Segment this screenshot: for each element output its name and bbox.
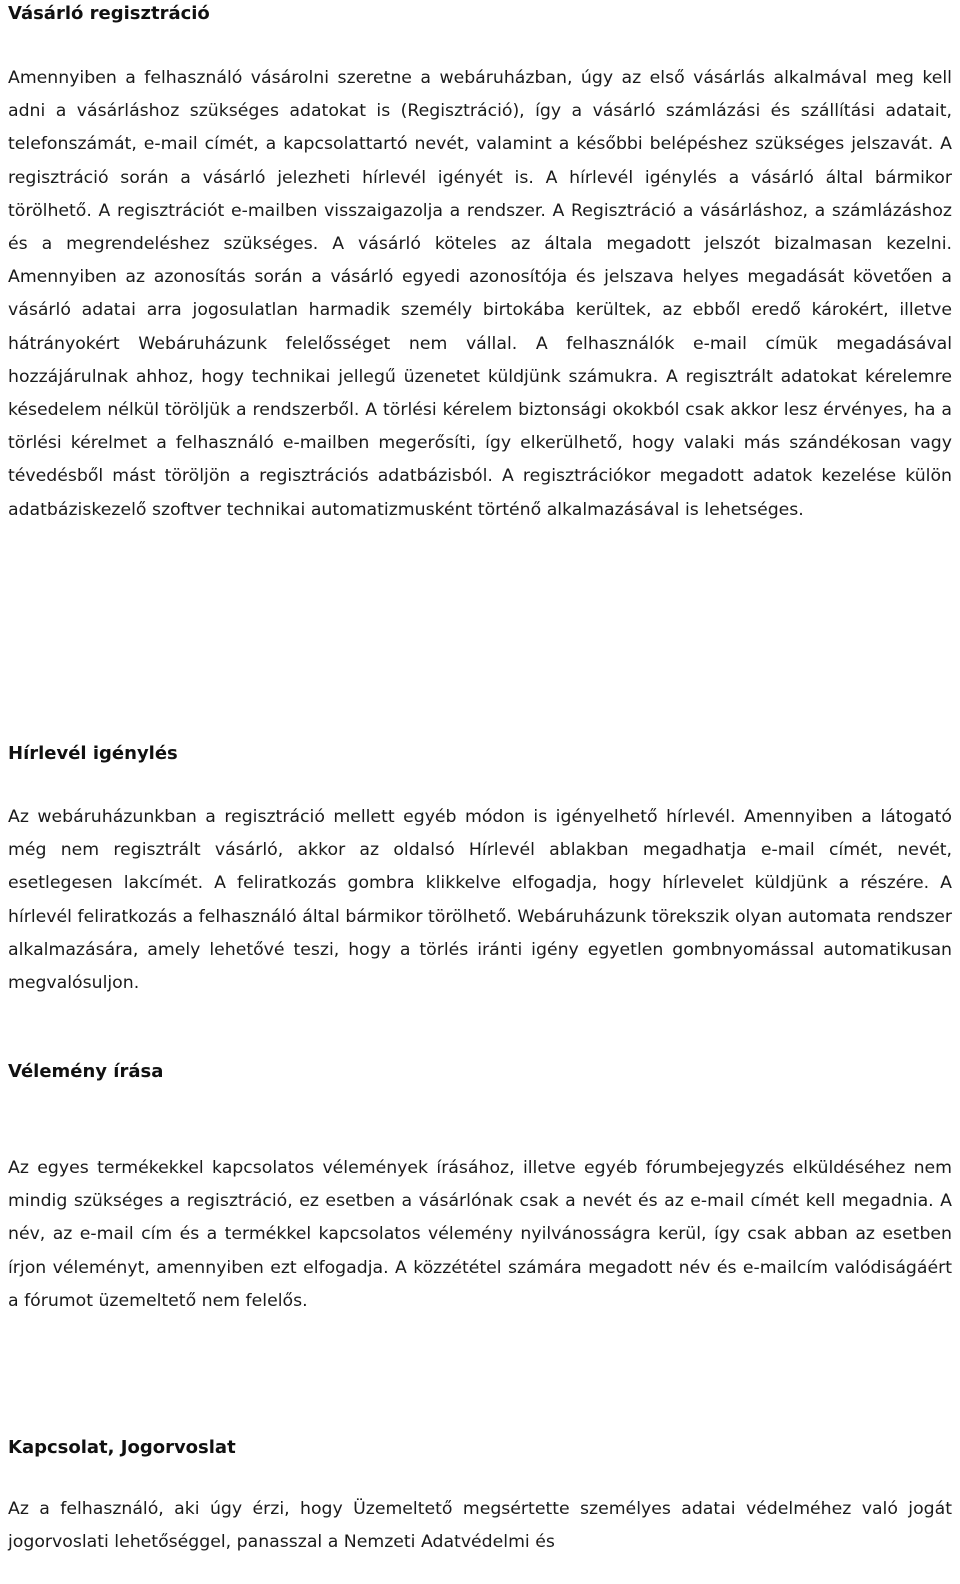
section-title-velemeny-irasa: Vélemény írása [8,1061,164,1082]
section-body-hirlevel-igenyles: Az webáruházunkban a regisztráció mellett egyéb módon is igényelhető hírlevél. Amennyiben a látogató még nem regisztrált vásárló, akkor az oldalsó Hírlevél ablakban megadhatja e-mail címét, nevét, esetlegesen lakcímét. A feliratkozás gombra klikkelve elfogadja, hogy hírlevelet küldjünk a részére. A hírlevél feliratkozás a felhasználó által bármikor törölhető. Webáruházunk törekszik olyan automata rendszer alkalmazására, amely lehetővé teszi, hogy a törlés iránti igény egyetlen gombnyomással automatikusan megvalósuljon. [8,807,952,994]
section-title-vasarlo-regisztracio: Vásárló regisztráció [8,3,210,24]
section-title-hirlevel-igenyles: Hírlevél igénylés [8,743,178,764]
section-body-velemeny-irasa: Az egyes termékekkel kapcsolatos vélemények írásához, illetve egyéb fórumbejegyzés elküldéséhez nem mindig szükséges a regisztráció, ez esetben a vásárlónak csak a nevét és az e-mail címét kell megadnia. A név, az e-mail cím és a termékkel kapcsolatos vélemény nyilvánosságra kerül, így csak abban az esetben írjon véleményt, amennyiben ezt elfogadja. A közzététel számára megadott név és e-mailcím valódiságáért a fórumot üzemeltető nem felelős. [8,1158,952,1311]
section-body-kapcsolat-jogorvoslat: Az a felhasználó, aki úgy érzi, hogy Üzemeltető megsértette személyes adatai védelméhez való jogát jogorvoslati lehetőséggel, panasszal a Nemzeti Adatvédelmi és [8,1499,952,1553]
section-title-kapcsolat-jogorvoslat: Kapcsolat, Jogorvoslat [8,1437,236,1458]
section-body-vasarlo-regisztracio: Amennyiben a felhasználó vásárolni szeretne a webáruházban, úgy az első vásárlás alkalmával meg kell adni a vásárláshoz szükséges adatokat is (Regisztráció), így a vásárló számlázási és szállítási adatait, telefonszámát, e-mail címét, a kapcsolattartó nevét, valamint a későbbi belépéshez szükséges jelszavát. A regisztráció során a vásárló jelezheti hírlevél igényét is. A hírlevél igénylés a vásárló által bármikor törölhető. A regisztrációt e-mailben visszaigazolja a rendszer. A Regisztráció a vásárláshoz, a számlázáshoz és a megrendeléshez szükséges. A vásárló köteles az általa megadott jelszót bizalmasan kezelni. Amennyiben az azonosítás során a vásárló egyedi azonosítója és jelszava helyes megadását követően a vásárló adatai arra jogosulatlan harmadik személy birtokába kerültek, az ebből eredő károkért, illetve hátrányokért Webáruházunk felelősséget nem vállal. A felhasználók e-mail címük megadásával hozzájárulnak ahhoz, hogy technikai jellegű üzenetet küldjünk számukra. A regisztrált adatokat kérelemre késedelem nélkül töröljük a rendszerből. A törlési kérelem biztonsági okokból csak akkor lesz érvényes, ha a törlési kérelmet a felhasználó e-mailben megerősíti, így elkerülhető, hogy valaki más szándékosan vagy tévedésből mást töröljön a regisztrációs adatbázisból. A regisztrációkor megadott adatok kezelése külön adatbáziskezelő szoftver technikai automatizmusként történő alkalmazásával is lehetséges. [8,68,952,520]
